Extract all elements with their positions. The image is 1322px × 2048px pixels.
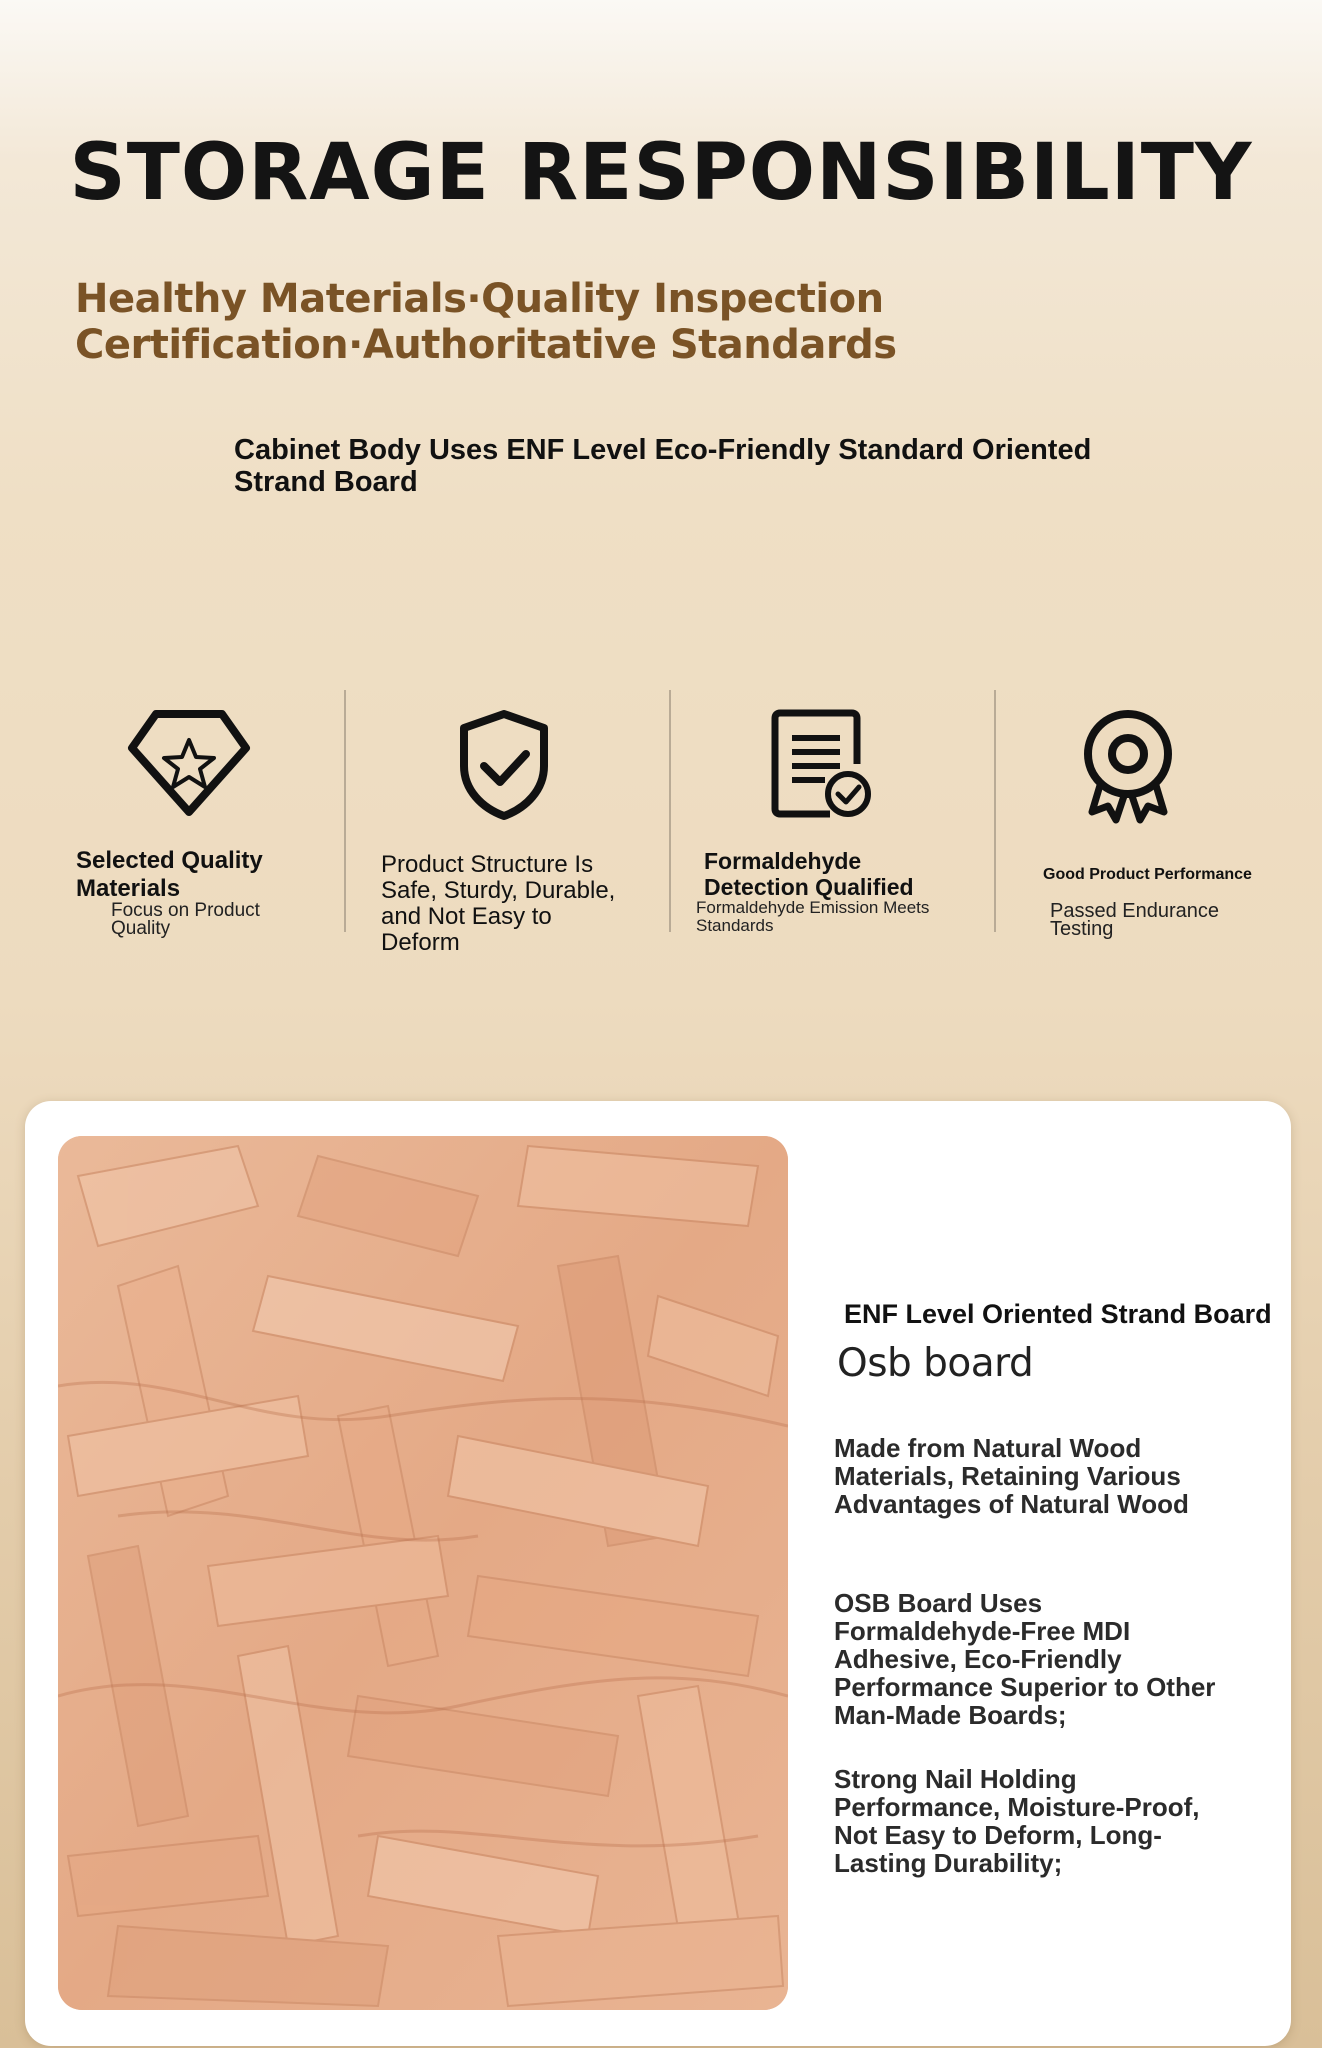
feature-4-title: Good Product Performance bbox=[1043, 866, 1252, 883]
divider-1 bbox=[344, 690, 346, 932]
subtitle bbox=[75, 276, 897, 368]
board-paragraph-2: OSB Board Uses Formaldehyde-Free MDI Adhesive, Eco-Friendly Performance Superior to Other Man-Made Boards; bbox=[834, 1588, 1216, 1730]
board-title: ENF Level Oriented Strand Board bbox=[844, 1299, 1272, 1329]
tagline: Cabinet Body Uses ENF Level Eco-Friendly Standard Oriented Strand Board bbox=[234, 434, 1092, 498]
feature-1-title: Selected Quality Materials bbox=[76, 847, 263, 902]
osb-board-label: Osb board bbox=[837, 1341, 1034, 1386]
subtitle-line-2: Certification·Authoritative Standards bbox=[75, 322, 897, 368]
feature-4-description: Passed Endurance Testing bbox=[1050, 900, 1220, 940]
subtitle-line-1: Healthy Materials·Quality Inspection bbox=[75, 276, 884, 322]
shield-check-icon bbox=[458, 710, 550, 820]
divider-2 bbox=[669, 690, 671, 932]
document-check-icon bbox=[770, 708, 874, 820]
page-title: STORAGE RESPONSIBILITY bbox=[69, 128, 1253, 218]
feature-1-description: Focus on Product Quality bbox=[111, 900, 260, 939]
product-card bbox=[25, 1101, 1291, 2046]
feature-3-description: Formaldehyde Emission Meets Standards bbox=[696, 898, 930, 935]
feature-3-title: Formaldehyde Detection Qualified bbox=[704, 848, 914, 900]
osb-board-image bbox=[58, 1136, 788, 2010]
divider-3 bbox=[994, 690, 996, 932]
board-paragraph-1: Made from Natural Wood Materials, Retaining Various Advantages of Natural Wood bbox=[834, 1433, 1189, 1519]
diamond-star-icon bbox=[126, 710, 252, 816]
board-paragraph-3: Strong Nail Holding Performance, Moisture-Proof, Not Easy to Deform, Long-Lasting Durability; bbox=[834, 1764, 1200, 1878]
feature-2-description: Product Structure Is Safe, Sturdy, Durable, and Not Easy to Deform bbox=[381, 851, 616, 956]
award-ribbon-icon bbox=[1082, 708, 1174, 824]
